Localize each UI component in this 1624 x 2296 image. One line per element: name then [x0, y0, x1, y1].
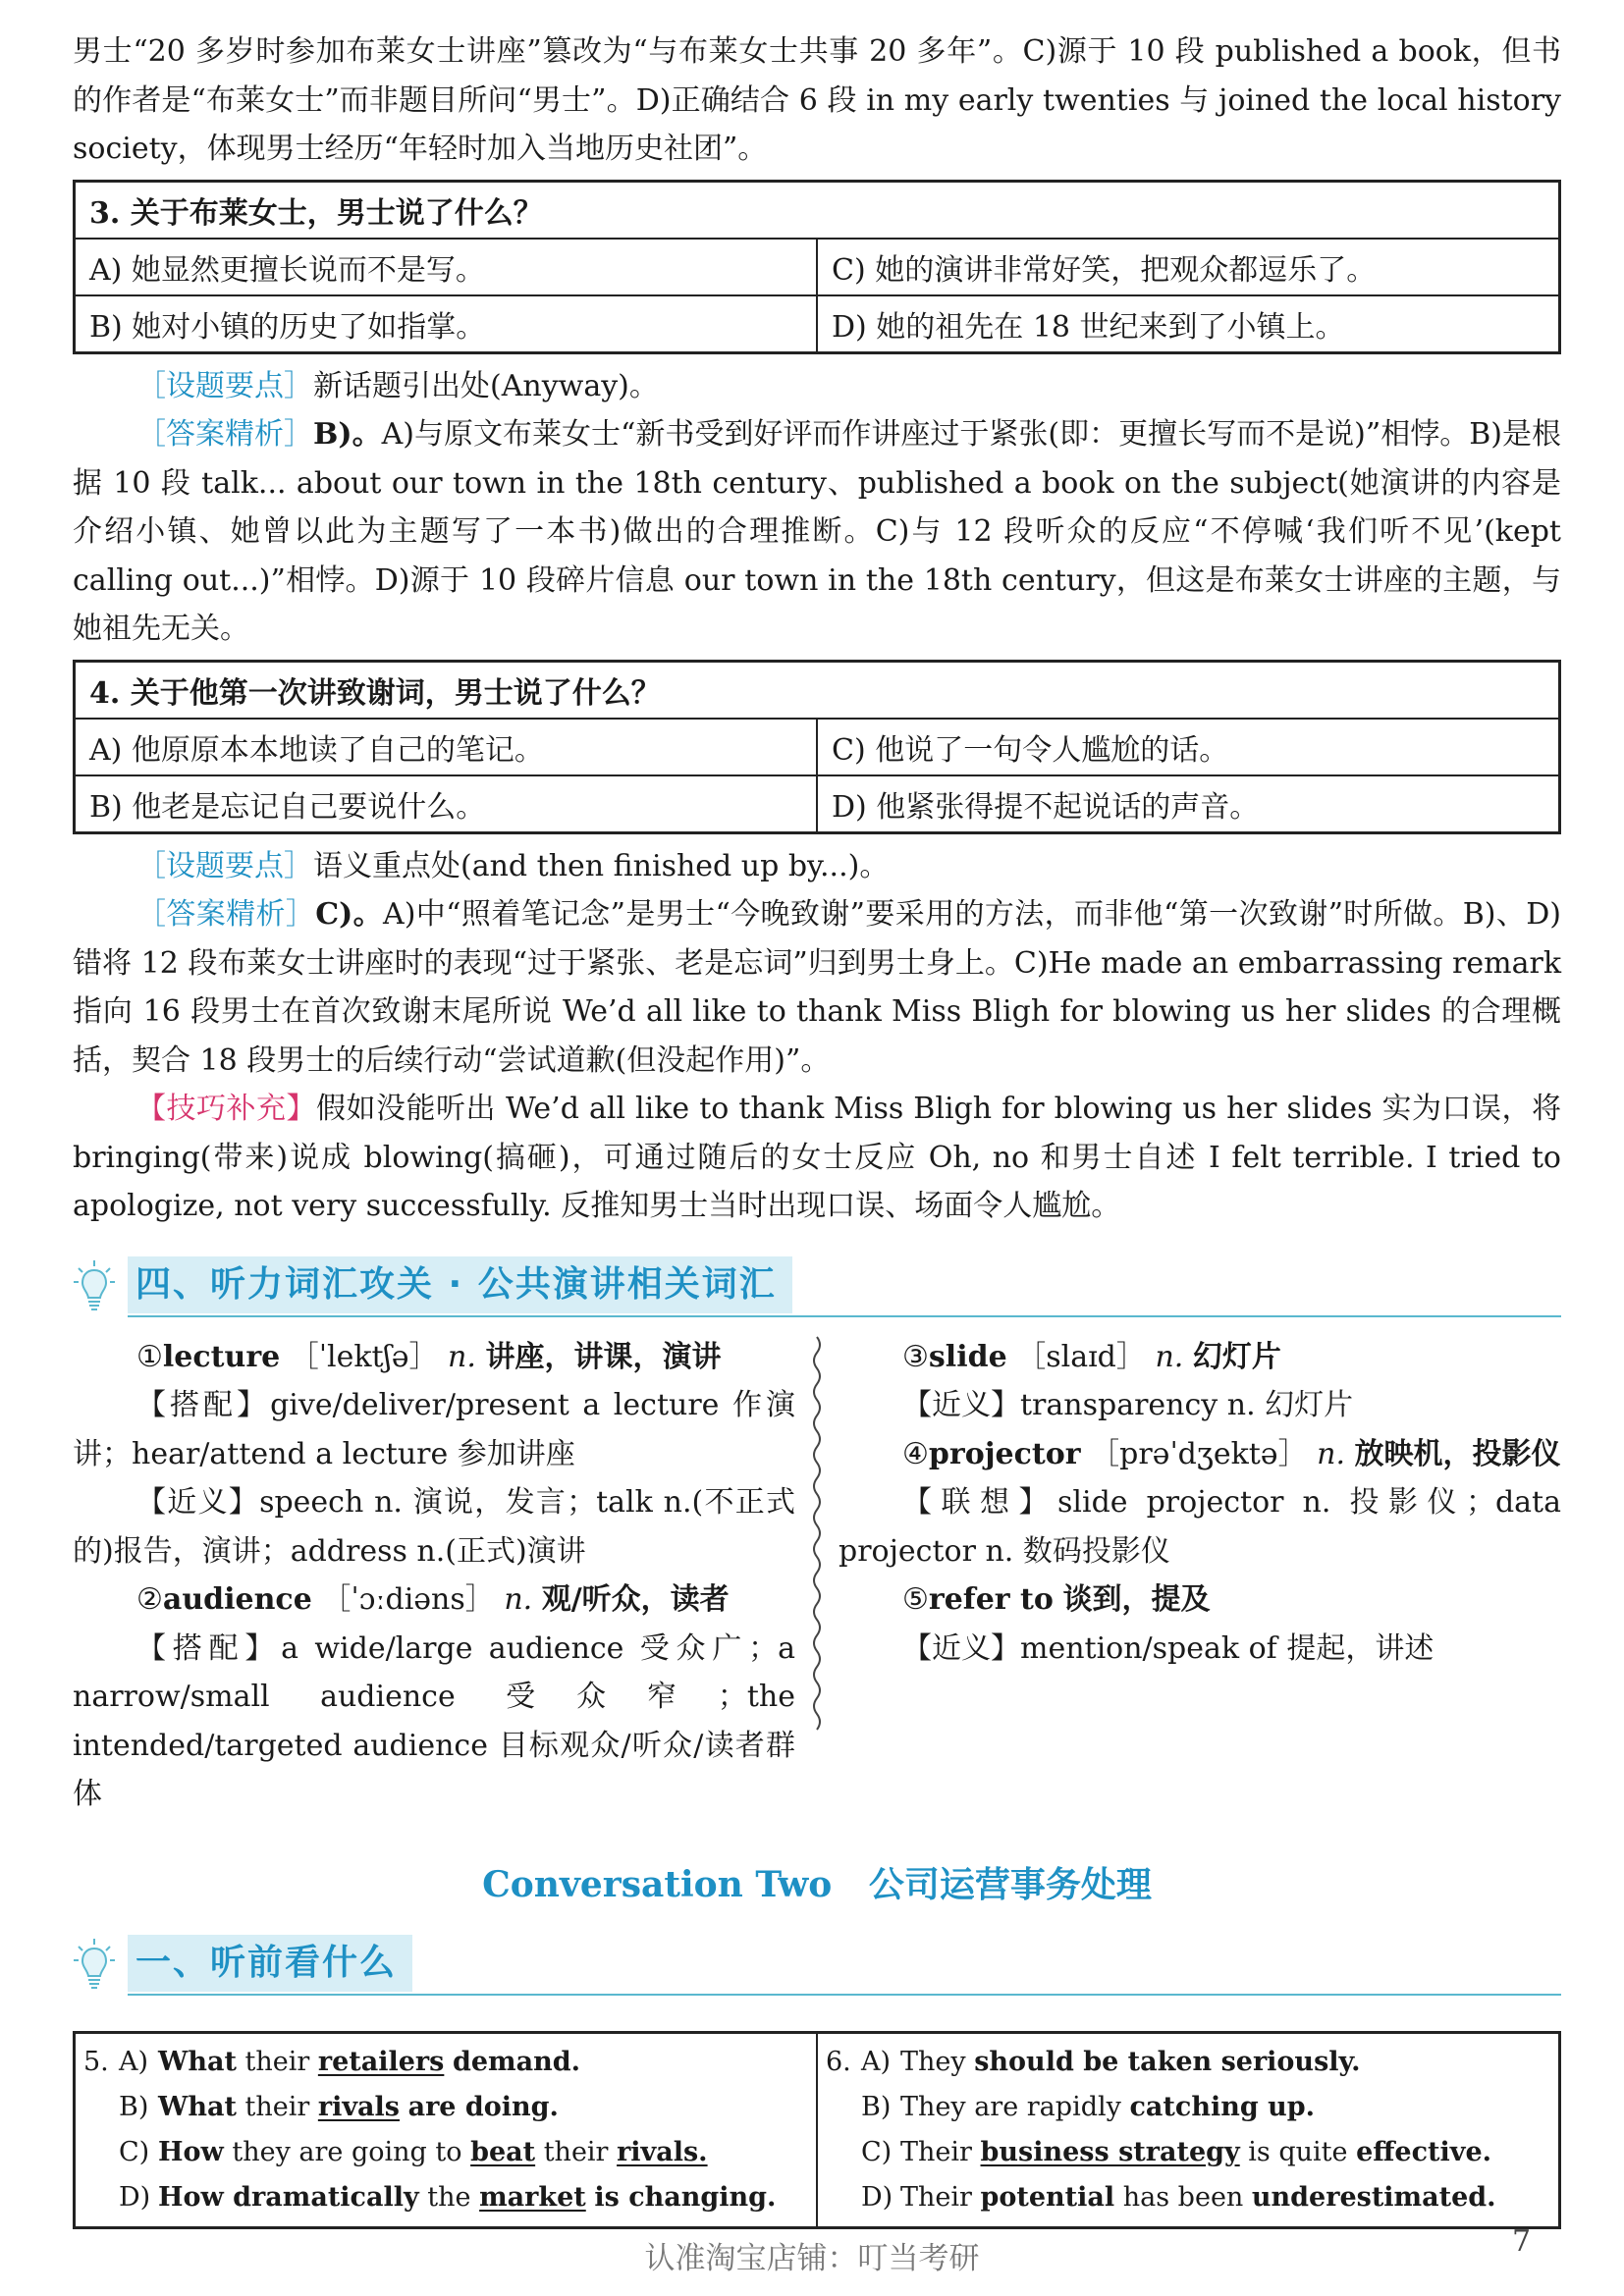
synonym-label: 【近义】 — [902, 1630, 1020, 1666]
vocab-association — [839, 1478, 1561, 1575]
lightbulb-icon — [73, 1258, 116, 1313]
question-5-options — [75, 2032, 818, 2227]
synonym-text: speech n. 演说，发言；talk n.(不正式的)报告，演讲；address n.(正式)演讲 — [73, 1485, 795, 1569]
question-3-stem: 3. 关于布莱女士，男士说了什么？ — [75, 181, 1560, 239]
meaning: 讲座，讲课，演讲 — [485, 1339, 722, 1374]
section-header-preview — [73, 1935, 1561, 1992]
question-5-option-c: C) How they are going to beat their rivals. — [119, 2136, 708, 2167]
part-of-speech: n. — [1155, 1339, 1184, 1374]
vocab-column-right — [839, 1333, 1561, 1819]
question-6-option-b: B) They are rapidly catching up. — [861, 2091, 1316, 2122]
vocab-synonym — [839, 1381, 1561, 1430]
conversation-title: Conversation Two — [482, 1863, 833, 1905]
question-4-option-c: C) 他说了一句令人尴尬的话。 — [817, 719, 1560, 775]
section-divider — [128, 1994, 1561, 1996]
question-6-option-d: D) Their potential has been underestimated. — [861, 2181, 1496, 2213]
meaning: 观/听众，读者 — [541, 1582, 730, 1617]
conversation-subtitle: 公司运营事务处理 — [868, 1863, 1152, 1905]
meaning: 放映机，投影仪 — [1354, 1436, 1561, 1471]
vocab-collocation — [73, 1381, 795, 1478]
point-text: 语义重点处(and then finished up by...)。 — [313, 848, 890, 883]
vocab-synonym — [73, 1478, 795, 1575]
vocab-entry-lecture — [73, 1333, 795, 1382]
point-label: ［设题要点］ — [136, 368, 313, 403]
column-divider — [795, 1333, 839, 1819]
intro-paragraph: 男士“20 多岁时参加布莱女士讲座”篡改为“与布莱女士共事 20 多年”。C)源于 10 段 published a book，但书的作者是“布莱女士”而非题目所问“男士”。D)正确结合 6 段 in my early twenties 与 joined the local history society，体现男士经历“年轻时加入当地历史社团”。 — [73, 34, 1561, 166]
vocab-entry-refer-to — [839, 1575, 1561, 1625]
analysis-label: ［答案精析］ — [136, 897, 316, 932]
section-title: 一、听前看什么 — [128, 1935, 412, 1992]
question-3-option-d: D) 她的祖先在 18 世纪来到了小镇上。 — [817, 295, 1560, 353]
headword: slide — [928, 1339, 1007, 1374]
wavy-divider-icon — [795, 1333, 839, 1735]
headword: projector — [928, 1436, 1081, 1471]
vocab-synonym — [839, 1625, 1561, 1674]
page-content — [73, 27, 1561, 2229]
section-title: 四、听力词汇攻关 · 公共演讲相关词汇 — [128, 1256, 792, 1313]
phonetic: ［ˈlektʃə］ — [289, 1339, 439, 1374]
association-text: slide projector n. 投影仪；data projector n. 数码投影仪 — [839, 1485, 1561, 1569]
question-6-option-c: C) Their business strategy is quite effective. — [861, 2136, 1492, 2167]
question-4-option-b: B) 他老是忘记自己要说什么。 — [75, 775, 818, 833]
vocab-entry-slide — [839, 1333, 1561, 1382]
meaning: 谈到，提及 — [1062, 1582, 1211, 1617]
question-3-table — [73, 180, 1561, 354]
collocation-text: a wide/large audience 受众广；a narrow/small audience 受众窄；the intended/targeted audience 目标观众/听众/读者群体 — [73, 1630, 796, 1811]
phonetic: ［prəˈdʒektə］ — [1090, 1436, 1308, 1471]
synonym-text: transparency n. 幻灯片 — [1020, 1388, 1354, 1422]
question-4-point — [73, 842, 1561, 891]
synonym-label: 【近义】 — [136, 1485, 260, 1520]
question-4-option-a: A) 他原原本本地读了自己的笔记。 — [75, 719, 818, 775]
question-5-option-a: 5. A) What their retailers demand. — [83, 2046, 580, 2077]
question-5-option-b: B) What their rivals are doing. — [119, 2091, 559, 2122]
question-3-option-c: C) 她的演讲非常好笑，把观众都逗乐了。 — [817, 239, 1560, 295]
footer-shop-note: 认准淘宝店铺：叮当考研 — [644, 2241, 980, 2276]
synonym-label: 【近义】 — [902, 1388, 1020, 1422]
part-of-speech: n. — [1317, 1436, 1345, 1471]
entry-number: ③ — [902, 1339, 929, 1374]
question-4-stem: 4. 关于他第一次讲致谢词，男士说了什么？ — [75, 661, 1560, 719]
vocab-column-left — [73, 1333, 795, 1819]
question-3-option-a: A) 她显然更擅长说而不是写。 — [75, 239, 818, 295]
entry-number: ④ — [902, 1436, 929, 1471]
phonetic: ［slaɪd］ — [1016, 1339, 1146, 1374]
part-of-speech: n. — [448, 1339, 476, 1374]
question-6-option-a: 6. A) They should be taken seriously. — [826, 2046, 1361, 2077]
question-5-option-d: D) How dramatically the market is changing. — [119, 2181, 777, 2213]
point-text: 新话题引出处(Anyway)。 — [313, 368, 659, 403]
collocation-label: 【搭配】 — [136, 1630, 282, 1666]
question-4-option-d: D) 他紧张得提不起说话的声音。 — [817, 775, 1560, 833]
question-3-point — [73, 362, 1561, 411]
synonym-text: mention/speak of 提起，讲述 — [1020, 1630, 1435, 1666]
point-label: ［设题要点］ — [136, 848, 313, 883]
answer-key: C)。 — [315, 897, 384, 932]
question-3-option-b: B) 她对小镇的历史了如指掌。 — [75, 295, 818, 353]
collocation-label: 【搭配】 — [136, 1388, 271, 1422]
analysis-text: A)与原文布莱女士“新书受到好评而作讲座过于紧张(即：更擅长写而不是说)”相悖。B)是根据 10 段 talk... about our town in the 18th century、published a book on the subject(她演讲的内容是介绍小镇、她曾以此为主题写了一本书)做出的合理推断。C)与 12 段听众的反应“不停喊‘我们听不见’(kept calling out...)”相悖。D)源于 10 段碎片信息 our town in the 18th century，但这是布莱女士讲座的主题，与她祖先无关。 — [73, 417, 1561, 646]
question-6-options — [817, 2032, 1560, 2227]
entry-number: ⑤ — [902, 1582, 929, 1617]
vocab-entry-audience — [73, 1575, 795, 1625]
section-divider — [128, 1315, 1561, 1317]
headword: lecture — [162, 1339, 281, 1374]
page-number: 7 — [1512, 2224, 1532, 2259]
entry-number: ② — [136, 1582, 163, 1617]
section-header-vocab — [73, 1256, 1561, 1313]
association-label: 【联想】 — [902, 1485, 1058, 1520]
lightbulb-icon — [73, 1937, 116, 1992]
question-4-tip — [73, 1085, 1561, 1231]
vocab-collocation — [73, 1625, 795, 1819]
question-4-table — [73, 660, 1561, 834]
headword: audience — [162, 1582, 312, 1617]
question-3-analysis — [73, 410, 1561, 654]
tip-label: 【技巧补充】 — [136, 1092, 316, 1126]
analysis-label: ［答案精析］ — [136, 417, 314, 452]
conversation-heading — [73, 1860, 1561, 1909]
analysis-text: A)中“照着笔记念”是男士“今晚致谢”要采用的方法，而非他“第一次致谢”时所做。B)、D)错将 12 段布莱女士讲座时的表现“过于紧张、老是忘词”归到男士身上。C)He made an embarrassing remark 指向 16 段男士在首次致谢末尾所说 We’d all like to thank Miss Bligh for blowing us her slides 的合理概括，契合 18 段男士的后续行动“尝试道歉(但没起作用)”。 — [73, 897, 1562, 1078]
meaning: 幻灯片 — [1192, 1339, 1281, 1374]
entry-number: ① — [136, 1339, 163, 1374]
answer-key: B)。 — [313, 417, 382, 452]
preview-options-table — [73, 2031, 1561, 2229]
tip-text: 假如没能听出 We’d all like to thank Miss Bligh for blowing us her slides 实为口误，将 bringing(带来)说成 blowing(搞砸)，可通过随后的女士反应 Oh, no 和男士自述 I felt terrible. I tried to apologize, not very successfully. 反推知男士当时出现口误、场面令人尴尬。 — [73, 1092, 1562, 1223]
phonetic: ［ˈɔːdiəns］ — [321, 1582, 495, 1617]
headword: refer to — [928, 1582, 1054, 1617]
vocab-list — [73, 1333, 1561, 1819]
collocation-text: give/deliver/present a lecture 作演讲；hear/attend a lecture 参加讲座 — [73, 1388, 795, 1471]
vocab-entry-projector — [839, 1430, 1561, 1479]
part-of-speech: n. — [504, 1582, 533, 1617]
question-4-analysis — [73, 890, 1561, 1085]
